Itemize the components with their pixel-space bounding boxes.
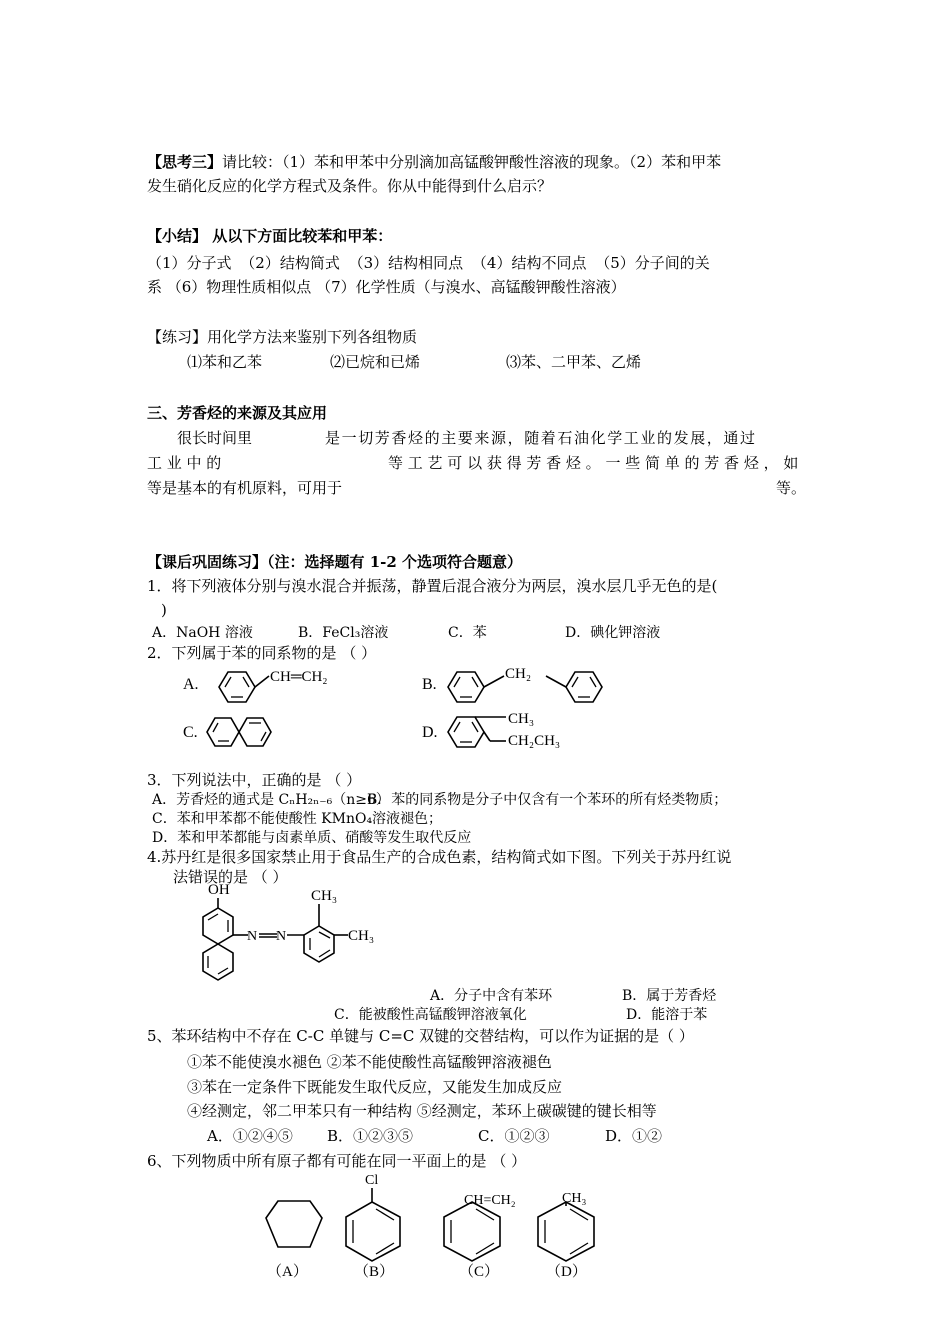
q4-stem1: 4.苏丹红是很多国家禁止用于食品生产的合成色素，结构简式如下图。下列关于苏丹红说 <box>147 848 732 866</box>
q4-stem2: 法错误的是 （ ） <box>173 868 288 886</box>
q4-option-c: C．能被酸性高锰酸钾溶液氧化 <box>334 1007 527 1023</box>
section3-p1b: 是一切芳香烃的主要来源，随着石油化学工业的发展，通过 <box>325 429 757 447</box>
q3-option-d: D．苯和甲苯都能与卤素单质、硝酸等发生取代反应 <box>152 830 472 846</box>
q2-group-d2: CH₂CH₃ <box>508 733 561 749</box>
q2-structure-c <box>175 708 295 758</box>
q2-structure-d <box>420 708 620 758</box>
svg-text:N: N <box>276 929 287 944</box>
think3-label: 【思考三】 <box>147 153 223 171</box>
q2-label-c: C. <box>183 724 198 741</box>
practice-item-2: ⑵已烷和已烯 <box>330 353 421 371</box>
section3-p2b: 等 工 艺 可 以 获 得 芳 香 烃 。 一 些 简 单 的 芳 香 烃 ， 如 <box>388 454 799 472</box>
q2-group-b: CH₂ <box>505 666 532 682</box>
section3-p3a: 等是基本的有机原料，可用于 <box>147 479 343 497</box>
section3-p3b: 等。 <box>776 479 807 497</box>
think3-line1: 请比较：（1）苯和甲苯中分别滴加高锰酸钾酸性溶液的现象。（2）苯和甲苯 <box>222 153 722 171</box>
q5-statement-1: ①苯不能使溴水褪色 ②苯不能使酸性高锰酸钾溶液褪色 <box>187 1053 552 1071</box>
think3-paragraph <box>147 152 721 172</box>
q1-stem: 1．将下列液体分别与溴水混合并振荡，静置后混合液分为两层，溴水层几乎无色的是( <box>147 577 718 595</box>
q6-stem: 6、下列物质中所有原子都有可能在同一平面上的是 （ ） <box>147 1152 527 1170</box>
q3-option-b: B．苯的同系物是分子中仅含有一个苯环的所有烃类物质； <box>367 792 728 808</box>
q1-option-a: A．NaOH 溶液 <box>152 625 253 641</box>
q5-option-b: B．①②③⑤ <box>327 1127 414 1145</box>
q2-structure-a <box>175 660 375 710</box>
think3-line2: 发生硝化反应的化学方程式及条件。你从中能得到什么启示？ <box>147 177 553 195</box>
practice-title: 【练习】用化学方法来鉴别下列各组物质 <box>147 328 418 346</box>
summary-line1: （1）分子式 （2）结构简式 （3）结构相同点 （4）结构不同点 （5）分子间的关 <box>147 254 710 272</box>
q3-option-c: C．苯和甲苯都不能使酸性 KMnO₄溶液褪色； <box>152 811 443 827</box>
q4-group-ch3-right: CH₃ <box>348 928 375 944</box>
practice-item-3: ⑶苯、二甲苯、乙烯 <box>506 353 642 371</box>
section3-heading: 三、芳香烃的来源及其应用 <box>147 404 328 422</box>
q4-group-oh: OH <box>208 882 230 898</box>
q5-option-a: A．①②④⑤ <box>207 1127 293 1145</box>
q2-label-a: A. <box>183 676 199 693</box>
q5-statement-2: ③苯在一定条件下既能发生取代反应，又能发生加成反应 <box>187 1078 563 1096</box>
q2-label-d: D. <box>422 724 438 741</box>
q6-label-d: （D） <box>546 1264 587 1280</box>
q1-option-d: D．碘化钾溶液 <box>565 625 661 641</box>
q2-structure-b <box>420 660 620 710</box>
section3-p1a: 很长时间里 <box>177 429 253 447</box>
svg-text:N: N <box>247 929 258 944</box>
q6-label-a: （A） <box>267 1264 308 1280</box>
q4-option-a: A．分子中含有苯环 <box>430 988 553 1004</box>
q1-option-b: B．FeCl₃溶液 <box>298 625 389 641</box>
q5-option-d: D．①② <box>605 1127 663 1145</box>
q4-option-b: B．属于芳香烃 <box>622 988 717 1004</box>
q4-sudan-structure <box>180 880 410 990</box>
q3-stem: 3．下列说法中，正确的是 （ ） <box>147 771 362 789</box>
q2-group-a: CH═CH₂ <box>270 669 328 685</box>
q6-label-c: （C） <box>459 1264 500 1280</box>
q6-label-b: （B） <box>354 1264 395 1280</box>
practice-item-1: ⑴苯和乙苯 <box>187 353 263 371</box>
q2-group-d1: CH₃ <box>508 711 535 727</box>
q5-stem: 5、苯环结构中不存在 C-C 单键与 C=C 双键的交替结构，可以作为证据的是（ ） <box>147 1027 694 1045</box>
homework-title: 【课后巩固练习】（注：选择题有 1-2 个选项符合题意） <box>147 553 523 571</box>
summary-line2: 系 （6）物理性质相似点 （7）化学性质（与溴水、高锰酸钾酸性溶液） <box>147 278 626 296</box>
q1-option-c: C．苯 <box>448 625 487 641</box>
q3-option-a: A．芳香烃的通式是 CₙH₂ₙ₋₆（n≥6） <box>152 792 390 808</box>
q6-structures <box>250 1172 630 1287</box>
q6-group-cl: Cl <box>365 1173 379 1188</box>
section3-p2a: 工 业 中 的 <box>147 454 222 472</box>
q6-group-methyl: CH₃ <box>562 1191 587 1206</box>
q5-statement-3: ④经测定，邻二甲苯只有一种结构 ⑤经测定，苯环上碳碳键的键长相等 <box>187 1102 657 1120</box>
q5-option-c: C．①②③ <box>478 1127 550 1145</box>
q2-stem: 2．下列属于苯的同系物的是 （ ） <box>147 644 377 662</box>
q2-label-b: B. <box>422 676 437 693</box>
summary-title: 【小结】 从以下方面比较苯和甲苯： <box>147 227 393 245</box>
q6-group-vinyl: CH=CH₂ <box>464 1193 516 1208</box>
q1-paren: ) <box>161 601 167 619</box>
q4-group-ch3-top: CH₃ <box>311 888 338 904</box>
q4-option-d: D．能溶于苯 <box>626 1007 708 1023</box>
